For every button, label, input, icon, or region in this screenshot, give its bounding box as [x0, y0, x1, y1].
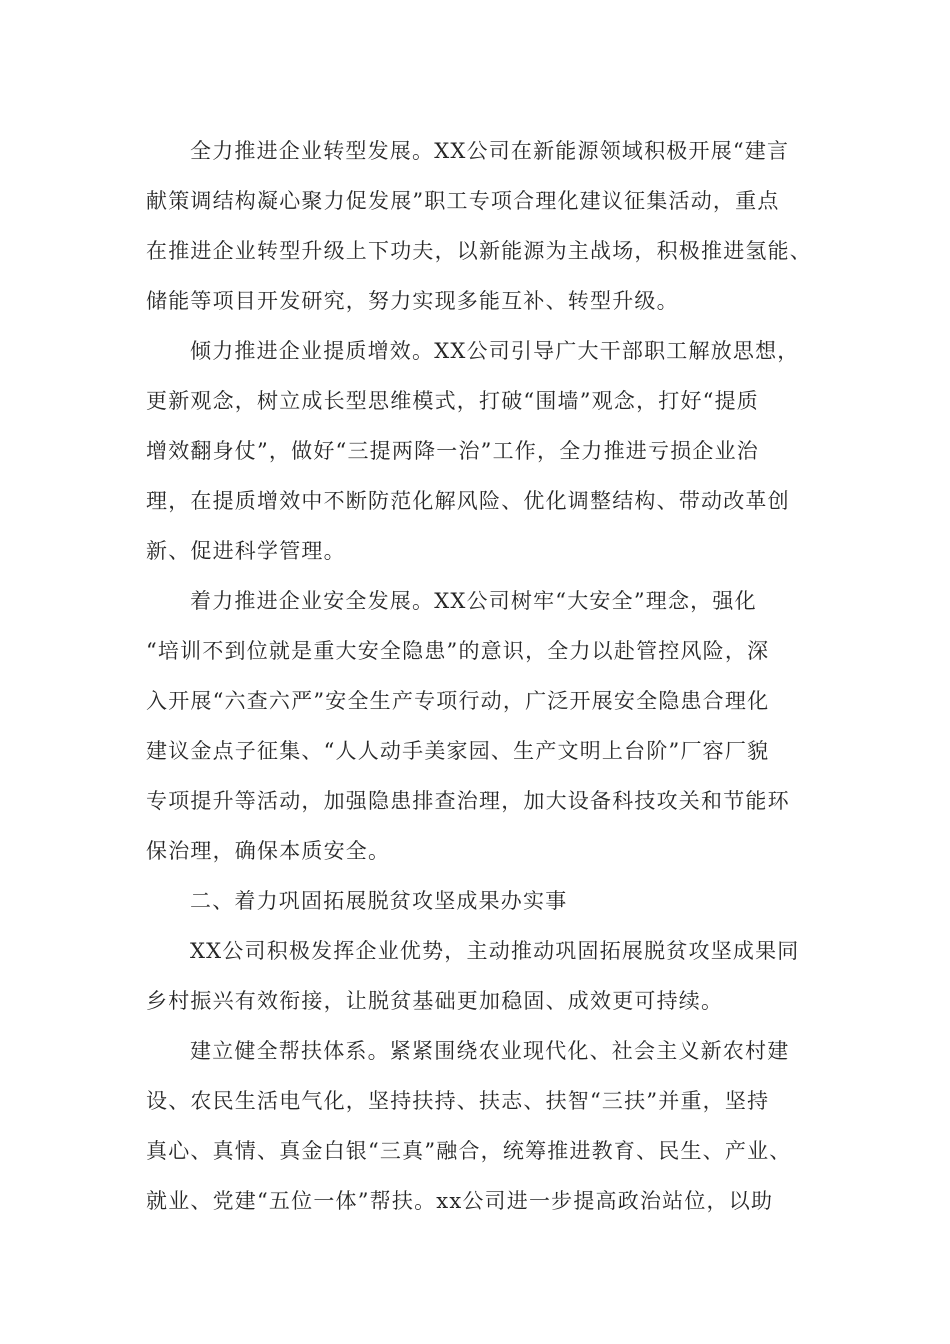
section-heading: 二、着力巩固拓展脱贫攻坚成果办实事 — [190, 889, 568, 913]
document-body — [146, 126, 812, 1226]
paragraph-line: 倾力推进企业提质增效。XX公司引导广大干部职工解放思想， — [190, 339, 800, 363]
paragraph-line: 增效翻身仗”，做好“三提两降一治”工作，全力推进亏损企业治 — [146, 439, 760, 463]
paragraph-line: 全力推进企业转型发展。XX公司在新能源领域积极开展“建言 — [190, 139, 790, 163]
paragraph-line: 储能等项目开发研究，努力实现多能互补、转型升级。 — [146, 289, 679, 313]
paragraph-line: XX公司积极发挥企业优势，主动推动巩固拓展脱贫攻坚成果同 — [190, 939, 800, 963]
paragraph-line: 入开展“六查六严”安全生产专项行动，广泛开展安全隐患合理化 — [146, 689, 770, 713]
paragraph-line: 真心、真情、真金白银“三真”融合，统筹推进教育、民生、产业、 — [146, 1139, 792, 1163]
paragraph-line: 建议金点子征集、“人人动手美家园、生产文明上台阶”厂容厂貌 — [146, 739, 770, 763]
paragraph-line: 新、促进科学管理。 — [146, 539, 346, 563]
paragraph-line: 献策调结构凝心聚力促发展”职工专项合理化建议征集活动，重点 — [146, 189, 780, 213]
paragraph-line: 设、农民生活电气化，坚持扶持、扶志、扶智“三扶”并重，坚持 — [146, 1089, 770, 1113]
paragraph-line: 专项提升等活动，加强隐患排查治理，加大设备科技攻关和节能环 — [146, 789, 790, 813]
paragraph-line: 理，在提质增效中不断防范化解风险、优化调整结构、带动改革创 — [146, 489, 790, 513]
paragraph-line: “培训不到位就是重大安全隐患”的意识，全力以赴管控风险，深 — [146, 639, 770, 663]
paragraph-line: 在推进企业转型升级上下功夫，以新能源为主战场，积极推进氢能、 — [146, 239, 812, 263]
paragraph-line: 乡村振兴有效衔接，让脱贫基础更加稳固、成效更可持续。 — [146, 989, 724, 1013]
paragraph-line: 更新观念，树立成长型思维模式，打破“围墙”观念，打好“提质 — [146, 389, 760, 413]
paragraph-line: 着力推进企业安全发展。XX公司树牢“大安全”理念，强化 — [190, 589, 757, 613]
paragraph-line: 建立健全帮扶体系。紧紧围绕农业现代化、社会主义新农村建 — [190, 1039, 790, 1063]
paragraph-line: 就业、党建“五位一体”帮扶。xx公司进一步提高政治站位，以助 — [146, 1189, 774, 1213]
paragraph-line: 保治理，确保本质安全。 — [146, 839, 391, 863]
